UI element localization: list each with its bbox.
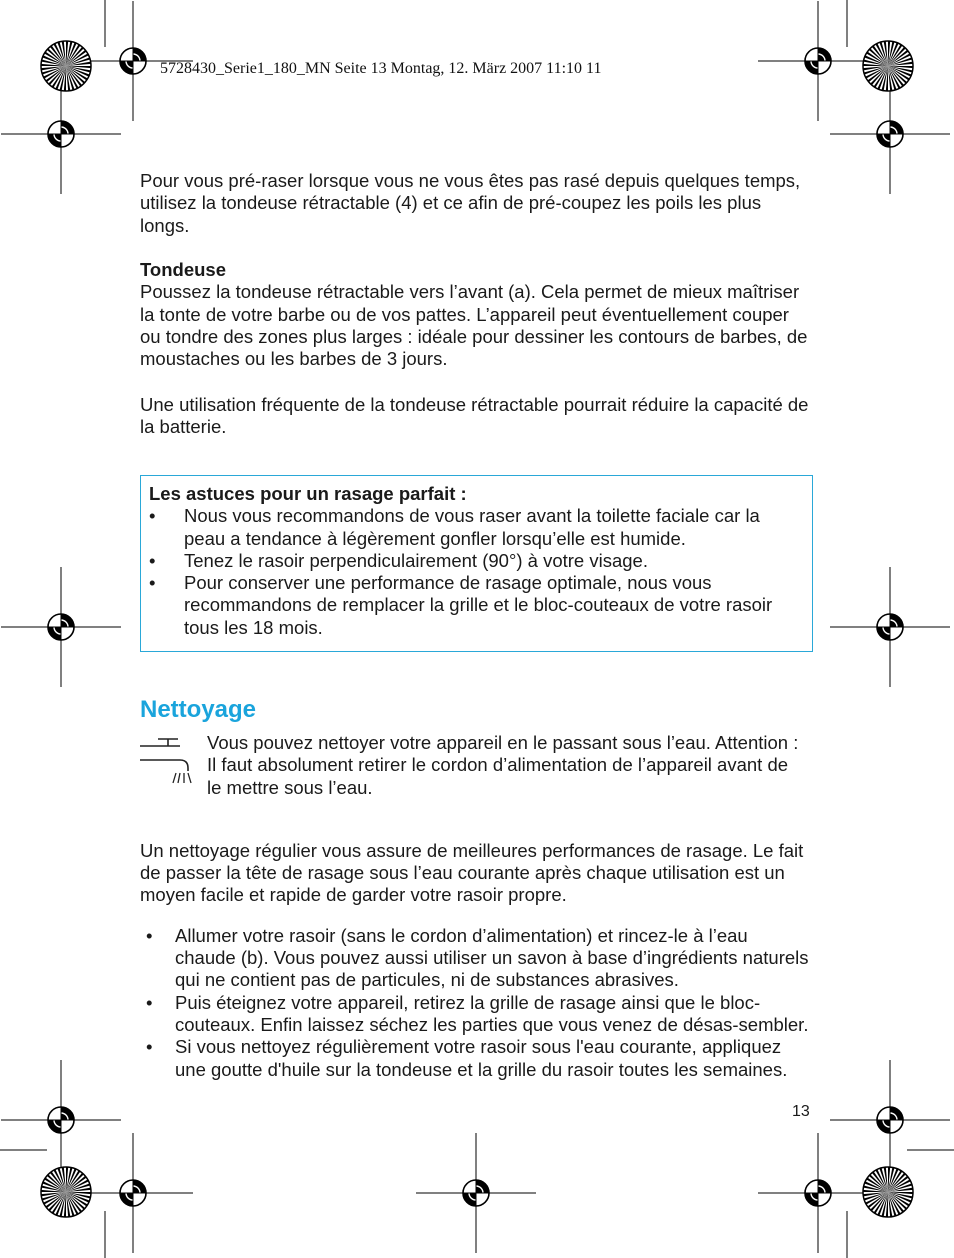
registration-mark-icon [830,74,950,194]
intro-paragraph [140,170,812,237]
cleaning-list [140,925,812,1081]
tip-text: Nous vous recommandons de vous raser avant la toilette faciale car la peau a tendance à légèrement gonfler lorsqu’elle est humide. [184,505,760,549]
tondeuse-section [140,259,812,370]
tondeuse-heading: Tondeuse [140,259,226,280]
list-item [140,1036,812,1081]
list-item [149,505,804,550]
tip-text: Pour conserver une performance de rasage optimale, nous vous recommandons de remplacer la grille et le bloc-couteaux de votre rasoir tous les 18 mois. [184,572,773,638]
bullet: • [146,924,153,946]
registration-mark-icon [1,567,121,687]
cleaning-section [140,821,812,1081]
starburst-mark-icon [863,41,913,91]
bullet: • [146,991,153,1013]
tips-title: Les astuces pour un rasage parfait : [149,483,467,504]
tips-list [149,505,804,639]
list-item [140,992,812,1037]
print-header: 5728430_Serie1_180_MN Seite 13 Montag, 12. März 2007 11:10 11 [160,60,602,77]
registration-mark-icon [830,567,950,687]
bullet: • [146,1036,153,1058]
intro-text: Pour vous pré-raser lorsque vous ne vous êtes pas rasé depuis quelques temps, utilisez la tondeuse rétractable (4) et ce afin de pré-coupez les poils les plus longs. [140,170,801,236]
water-tap-icon [140,737,192,787]
starburst-mark-icon [863,1167,913,1217]
registration-mark-icon [758,1133,878,1253]
tondeuse-text: Poussez la tondeuse rétractable vers l’avant (a). Cela permet de mieux maîtriser la tonte de votre barbe ou de vos pattes. L’appareil peut éventuellement couper ou tondre des zones plus larges : idéale pour dessiner les contours de barbes, de moustaches ou les barbes de 3 jours. [140,281,808,370]
bullet: • [149,505,156,527]
registration-mark-icon [1,74,121,194]
cleaning-step-text: Allumer votre rasoir (sans le cordon d’alimentation) et rincez-le à l’eau chaude (b). Vous pouvez aussi utiliser un savon à base d’ingrédients naturels qui ne contient pas de particules, ni de substances abrasives. [175,924,809,991]
bullet: • [149,549,156,571]
page-number: 13 [792,1103,810,1120]
list-item [140,925,812,992]
registration-mark-icon [830,1060,950,1180]
cleaning-step-text: Si vous nettoyez régulièrement votre rasoir sous l'eau courante, appliquez une goutte d'huile sur la tondeuse et la grille du rasoir toutes les semaines. [175,1036,788,1080]
registration-mark-icon [1,1060,121,1180]
tips-box [140,475,813,652]
battery-warning [140,394,812,439]
cleaning-heading: Nettoyage [140,696,257,723]
cleaning-intro: Un nettoyage régulier vous assure de meilleures performances de rasage. Le fait de passer la tête de rasage sous l’eau courante après chaque utilisation est un moyen facile et rapide de garder votre rasoir propre. [140,839,804,906]
starburst-mark-icon [41,41,91,91]
cleaning-step-text: Puis éteignez votre appareil, retirez la grille de rasage ainsi que le bloc-couteaux. Enfin laissez séchez les parties que vous venez de désas-sembler. [175,991,809,1036]
tip-text: Tenez le rasoir perpendiculairement (90°) à votre visage. [184,549,648,571]
water-note: Vous pouvez nettoyer votre appareil en le passant sous l’eau. Attention : Il faut absolument retirer le cordon d’alimentation de l’appareil avant de le mettre sous l’eau. [207,732,799,798]
list-item [149,572,804,639]
starburst-mark-icon [41,1167,91,1217]
battery-warning-text: Une utilisation fréquente de la tondeuse rétractable pourrait réduire la capacité de la batterie. [140,394,809,438]
registration-mark-icon [416,1133,536,1253]
list-item [149,550,804,572]
registration-mark-icon [758,1,878,121]
bullet: • [149,572,156,594]
